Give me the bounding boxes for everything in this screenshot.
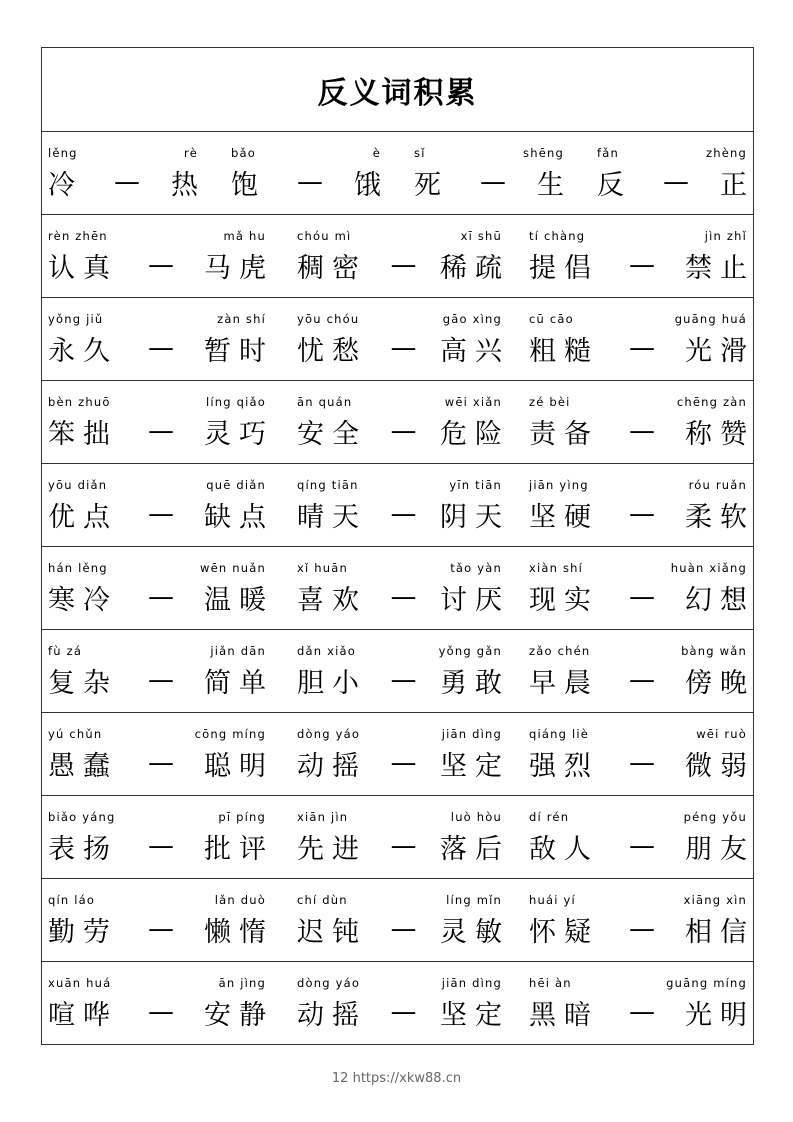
dash-separator: —: [148, 997, 174, 1027]
dash-separator: —: [390, 250, 417, 280]
pinyin-line: [297, 810, 502, 826]
left-pinyin: dòng yáo: [297, 727, 361, 741]
pinyin-line: [529, 644, 747, 660]
antonym-pair: [529, 630, 755, 712]
left-word: 寒冷: [48, 584, 118, 616]
right-word: 傍晚: [685, 667, 755, 699]
right-word: 批评: [204, 833, 274, 865]
right-pinyin: jiǎn dān: [210, 644, 266, 658]
hanzi-line: [297, 413, 510, 450]
left-pinyin: cū cāo: [529, 312, 574, 326]
right-pinyin: luò hòu: [450, 810, 502, 824]
left-pinyin: xiàn shí: [529, 561, 584, 575]
left-pinyin: qíng tiān: [297, 478, 359, 492]
table-row: [42, 879, 753, 962]
left-word: 忧愁: [297, 335, 367, 367]
pinyin-line: [414, 146, 564, 162]
dash-separator: —: [629, 997, 655, 1027]
pinyin-line: [297, 395, 502, 411]
pinyin-line: [48, 395, 266, 411]
left-pinyin: fǎn: [597, 146, 619, 160]
pinyin-line: [231, 146, 381, 162]
dash-separator: —: [629, 665, 655, 695]
hanzi-line: [48, 828, 274, 865]
dash-separator: —: [148, 831, 174, 861]
right-word: 勇敢: [440, 667, 510, 699]
right-pinyin: guāng huá: [674, 312, 747, 326]
right-pinyin: mǎ hu: [223, 229, 266, 243]
right-pinyin: jiān dìng: [441, 727, 502, 741]
antonym-pair: [529, 464, 755, 546]
left-pinyin: zé bèi: [529, 395, 571, 409]
antonym-pair: [293, 713, 510, 795]
dash-separator: —: [390, 333, 417, 363]
antonym-pair: [293, 630, 510, 712]
right-word: 朋友: [685, 833, 755, 865]
antonym-pair: [529, 962, 755, 1044]
dash-separator: —: [114, 167, 140, 197]
antonym-pair: [529, 796, 755, 878]
right-word: 聪明: [204, 750, 274, 782]
hanzi-line: [48, 413, 274, 450]
right-word: 阴天: [440, 501, 510, 533]
right-pinyin: rè: [184, 146, 198, 160]
right-pinyin: gāo xìng: [442, 312, 502, 326]
antonym-pair: [414, 132, 572, 214]
dash-separator: —: [390, 748, 417, 778]
pinyin-line: [297, 478, 502, 494]
right-pinyin: lǎn duò: [214, 893, 266, 907]
pinyin-line: [529, 561, 747, 577]
page-title: 反义词积累: [317, 75, 478, 111]
left-word: 复杂: [48, 667, 118, 699]
antonym-pair: [529, 215, 755, 297]
right-pinyin: wēn nuǎn: [200, 561, 266, 575]
pinyin-line: [529, 976, 747, 992]
hanzi-line: [48, 330, 274, 367]
table-row: [42, 298, 753, 381]
dash-separator: —: [629, 333, 655, 363]
hanzi-line: [297, 745, 510, 782]
antonym-pair: [48, 879, 274, 961]
pinyin-line: [48, 727, 266, 743]
pinyin-line: [297, 561, 502, 577]
right-word: 光滑: [685, 335, 755, 367]
left-word: 动摇: [297, 750, 367, 782]
antonym-pair: [48, 298, 274, 380]
pinyin-line: [48, 312, 266, 328]
right-word: 称赞: [685, 418, 755, 450]
right-word: 讨厌: [440, 584, 510, 616]
antonym-pair: [293, 547, 510, 629]
dash-separator: —: [629, 499, 655, 529]
right-pinyin: jìn zhǐ: [704, 229, 747, 243]
hanzi-line: [48, 662, 274, 699]
right-word: 安静: [204, 999, 274, 1031]
antonym-pair: [293, 298, 510, 380]
hanzi-line: [297, 662, 510, 699]
antonym-pair: [48, 215, 274, 297]
left-pinyin: sǐ: [414, 146, 426, 160]
hanzi-line: [48, 579, 274, 616]
right-pinyin: wēi xiǎn: [444, 395, 502, 409]
left-pinyin: bèn zhuō: [48, 395, 111, 409]
left-word: 早晨: [529, 667, 599, 699]
right-word: 暂时: [204, 335, 274, 367]
pinyin-line: [529, 395, 747, 411]
pinyin-line: [597, 146, 747, 162]
pinyin-line: [529, 229, 747, 245]
antonym-pair: [48, 547, 274, 629]
left-word: 责备: [529, 418, 599, 450]
hanzi-line: [48, 994, 274, 1031]
pinyin-line: [48, 561, 266, 577]
pinyin-line: [297, 727, 502, 743]
dash-separator: —: [629, 831, 655, 861]
hanzi-line: [297, 579, 510, 616]
left-word: 优点: [48, 501, 118, 533]
right-word: 微弱: [685, 750, 755, 782]
right-word: 饿: [354, 169, 389, 201]
right-pinyin: xī shū: [460, 229, 502, 243]
right-pinyin: ān jìng: [218, 976, 266, 990]
antonym-pair: [529, 879, 755, 961]
dash-separator: —: [148, 665, 174, 695]
antonym-pair: [48, 962, 274, 1044]
dash-separator: —: [629, 582, 655, 612]
left-word: 强烈: [529, 750, 599, 782]
left-word: 粗糙: [529, 335, 599, 367]
dash-separator: —: [629, 416, 655, 446]
right-pinyin: xiāng xìn: [683, 893, 747, 907]
left-pinyin: chóu mì: [297, 229, 352, 243]
left-pinyin: xiān jìn: [297, 810, 349, 824]
left-word: 勤劳: [48, 916, 118, 948]
title-row: [42, 48, 753, 132]
right-pinyin: yǒng gǎn: [438, 644, 502, 658]
table-row: [42, 132, 753, 215]
dash-separator: —: [629, 250, 655, 280]
left-word: 现实: [529, 584, 599, 616]
left-pinyin: yǒng jiǔ: [48, 312, 104, 326]
left-word: 敌人: [529, 833, 599, 865]
left-pinyin: xuān huá: [48, 976, 112, 990]
hanzi-line: [297, 496, 510, 533]
antonym-pair: [293, 796, 510, 878]
dash-separator: —: [663, 167, 689, 197]
left-pinyin: biǎo yáng: [48, 810, 116, 824]
antonym-pair: [597, 132, 755, 214]
hanzi-line: [48, 247, 274, 284]
right-word: 生: [537, 169, 572, 201]
antonym-pair: [48, 381, 274, 463]
dash-separator: —: [148, 582, 174, 612]
antonym-pair: [231, 132, 389, 214]
right-pinyin: péng yǒu: [683, 810, 747, 824]
left-pinyin: lěng: [48, 146, 78, 160]
hanzi-line: [529, 911, 755, 948]
hanzi-line: [297, 330, 510, 367]
left-pinyin: jiān yìng: [529, 478, 589, 492]
left-word: 永久: [48, 335, 118, 367]
table-row: [42, 713, 753, 796]
hanzi-line: [48, 496, 274, 533]
pinyin-line: [48, 146, 198, 162]
table-row: [42, 796, 753, 879]
left-word: 动摇: [297, 999, 367, 1031]
dash-separator: —: [629, 914, 655, 944]
left-word: 冷: [48, 169, 83, 201]
hanzi-line: [529, 745, 755, 782]
antonym-pair: [529, 298, 755, 380]
left-word: 怀疑: [529, 916, 599, 948]
table-row: [42, 630, 753, 713]
pinyin-line: [48, 644, 266, 660]
pinyin-line: [297, 644, 502, 660]
right-pinyin: jiān dìng: [441, 976, 502, 990]
antonym-pair: [293, 381, 510, 463]
pinyin-line: [48, 893, 266, 909]
pinyin-line: [529, 893, 747, 909]
left-pinyin: xǐ huān: [297, 561, 348, 575]
pinyin-line: [529, 727, 747, 743]
left-pinyin: qín láo: [48, 893, 96, 907]
left-pinyin: tí chàng: [529, 229, 586, 243]
antonym-pair: [293, 879, 510, 961]
table-row: [42, 962, 753, 1044]
right-pinyin: chēng zàn: [676, 395, 747, 409]
right-pinyin: guāng míng: [666, 976, 747, 990]
left-pinyin: fù zá: [48, 644, 83, 658]
dash-separator: —: [390, 665, 417, 695]
pinyin-line: [48, 810, 266, 826]
dash-separator: —: [148, 250, 174, 280]
left-pinyin: zǎo chén: [529, 644, 591, 658]
right-word: 落后: [440, 833, 510, 865]
dash-separator: —: [390, 582, 417, 612]
pinyin-line: [48, 976, 266, 992]
left-word: 喜欢: [297, 584, 367, 616]
hanzi-line: [297, 994, 510, 1031]
right-pinyin: è: [372, 146, 381, 160]
right-word: 幻想: [685, 584, 755, 616]
dash-separator: —: [297, 167, 323, 197]
left-word: 晴天: [297, 501, 367, 533]
right-word: 柔软: [685, 501, 755, 533]
hanzi-line: [529, 330, 755, 367]
hanzi-line: [597, 164, 755, 201]
right-pinyin: zhèng: [706, 146, 747, 160]
dash-separator: —: [148, 333, 174, 363]
left-pinyin: dòng yáo: [297, 976, 361, 990]
pinyin-line: [48, 229, 266, 245]
left-pinyin: huái yí: [529, 893, 576, 907]
left-pinyin: yōu chóu: [297, 312, 360, 326]
left-word: 安全: [297, 418, 367, 450]
right-pinyin: wēi ruò: [696, 727, 747, 741]
hanzi-line: [414, 164, 572, 201]
antonym-pair: [48, 464, 274, 546]
antonym-pair: [529, 381, 755, 463]
left-pinyin: bǎo: [231, 146, 256, 160]
dash-separator: —: [148, 914, 174, 944]
right-word: 温暖: [204, 584, 274, 616]
hanzi-line: [529, 994, 755, 1031]
left-pinyin: yōu diǎn: [48, 478, 108, 492]
antonym-pair: [48, 796, 274, 878]
hanzi-line: [48, 164, 206, 201]
dash-separator: —: [629, 748, 655, 778]
right-word: 坚定: [440, 750, 510, 782]
left-pinyin: yú chǔn: [48, 727, 103, 741]
right-pinyin: tǎo yàn: [450, 561, 502, 575]
hanzi-line: [48, 911, 274, 948]
right-pinyin: zàn shí: [217, 312, 266, 326]
hanzi-line: [297, 247, 510, 284]
pinyin-line: [297, 229, 502, 245]
left-word: 胆小: [297, 667, 367, 699]
left-word: 坚硬: [529, 501, 599, 533]
right-word: 热: [171, 169, 206, 201]
pinyin-line: [297, 312, 502, 328]
left-pinyin: rèn zhēn: [48, 229, 108, 243]
right-word: 坚定: [440, 999, 510, 1031]
left-pinyin: hēi àn: [529, 976, 572, 990]
antonym-pair: [529, 547, 755, 629]
pinyin-line: [48, 478, 266, 494]
table-row: [42, 464, 753, 547]
left-word: 笨拙: [48, 418, 118, 450]
hanzi-line: [231, 164, 389, 201]
left-word: 反: [597, 169, 632, 201]
right-pinyin: pī píng: [218, 810, 266, 824]
right-word: 缺点: [204, 501, 274, 533]
hanzi-line: [297, 911, 510, 948]
right-pinyin: huàn xiǎng: [670, 561, 747, 575]
antonym-pair: [293, 215, 510, 297]
right-pinyin: cōng míng: [194, 727, 266, 741]
left-word: 提倡: [529, 252, 599, 284]
hanzi-line: [529, 579, 755, 616]
dash-separator: —: [148, 748, 174, 778]
left-pinyin: qiáng liè: [529, 727, 590, 741]
left-word: 迟钝: [297, 916, 367, 948]
page-footer: 12 https://xkw88.cn: [331, 1071, 462, 1086]
pinyin-line: [529, 478, 747, 494]
dash-separator: —: [480, 167, 506, 197]
pinyin-line: [529, 312, 747, 328]
right-word: 相信: [685, 916, 755, 948]
left-word: 黑暗: [529, 999, 599, 1031]
antonym-pair: [293, 464, 510, 546]
right-pinyin: líng mǐn: [446, 893, 502, 907]
right-pinyin: shēng: [523, 146, 564, 160]
right-word: 懒惰: [204, 916, 274, 948]
dash-separator: —: [390, 997, 417, 1027]
left-pinyin: dǎn xiǎo: [297, 644, 356, 658]
hanzi-line: [529, 828, 755, 865]
right-word: 正: [720, 169, 755, 201]
right-pinyin: bàng wǎn: [681, 644, 747, 658]
hanzi-line: [529, 413, 755, 450]
hanzi-line: [48, 745, 274, 782]
hanzi-line: [529, 496, 755, 533]
left-pinyin: hán lěng: [48, 561, 108, 575]
right-word: 灵巧: [204, 418, 274, 450]
dash-separator: —: [148, 499, 174, 529]
right-word: 光明: [685, 999, 755, 1031]
left-word: 死: [414, 169, 449, 201]
dash-separator: —: [390, 499, 417, 529]
right-pinyin: líng qiǎo: [205, 395, 266, 409]
antonym-pair: [293, 962, 510, 1044]
right-pinyin: róu ruǎn: [688, 478, 747, 492]
hanzi-line: [529, 247, 755, 284]
table-row: [42, 215, 753, 298]
antonym-pair: [48, 132, 206, 214]
left-word: 先进: [297, 833, 367, 865]
pinyin-line: [297, 893, 502, 909]
left-pinyin: dí rén: [529, 810, 570, 824]
right-word: 简单: [204, 667, 274, 699]
right-word: 禁止: [685, 252, 755, 284]
dash-separator: —: [390, 831, 417, 861]
table-row: [42, 547, 753, 630]
antonym-pair: [48, 713, 274, 795]
hanzi-line: [297, 828, 510, 865]
pinyin-line: [297, 976, 502, 992]
antonym-pair: [529, 713, 755, 795]
left-word: 稠密: [297, 252, 367, 284]
right-pinyin: quē diǎn: [206, 478, 266, 492]
left-word: 表扬: [48, 833, 118, 865]
antonym-table: [41, 47, 754, 1045]
right-word: 马虎: [204, 252, 274, 284]
right-word: 高兴: [440, 335, 510, 367]
left-pinyin: ān quán: [297, 395, 353, 409]
left-pinyin: chí dùn: [297, 893, 348, 907]
table-row: [42, 381, 753, 464]
hanzi-line: [529, 662, 755, 699]
right-word: 灵敏: [440, 916, 510, 948]
right-pinyin: yīn tiān: [449, 478, 502, 492]
left-word: 饱: [231, 169, 266, 201]
dash-separator: —: [148, 416, 174, 446]
left-word: 认真: [48, 252, 118, 284]
dash-separator: —: [390, 914, 417, 944]
left-word: 喧哗: [48, 999, 118, 1031]
pinyin-line: [529, 810, 747, 826]
right-word: 稀疏: [440, 252, 510, 284]
left-word: 愚蠢: [48, 750, 118, 782]
antonym-rows: [42, 132, 753, 1044]
antonym-pair: [48, 630, 274, 712]
dash-separator: —: [390, 416, 417, 446]
right-word: 危险: [440, 418, 510, 450]
